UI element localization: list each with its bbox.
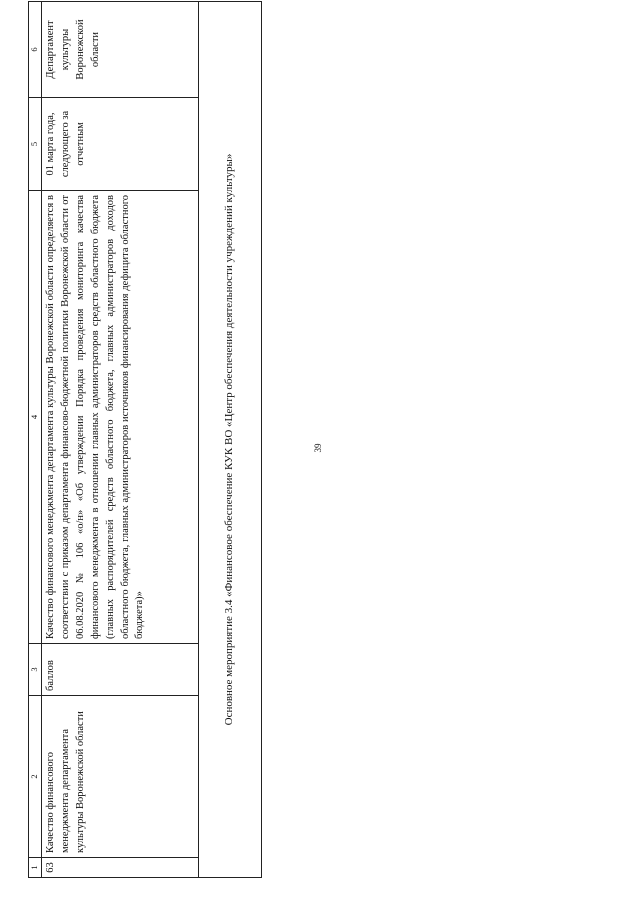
unit-of-measure: баллов <box>42 644 199 696</box>
table-row <box>42 2 199 878</box>
header-cell-2: 2 <box>29 696 42 858</box>
header-cell-1: 1 <box>29 858 42 878</box>
table-header-row <box>29 2 42 878</box>
reporting-term: 01 марта года, следующего за отчетным <box>42 98 199 191</box>
page-number: 39 <box>313 443 323 453</box>
row-number: 63 <box>42 858 199 878</box>
header-cell-6: 6 <box>29 2 42 98</box>
calculation-description: Качество финансового менеджмента департамента культуры Воронежской области определяется в соответствии с приказом департамента финансово-бюджетной политики Воронежской области от 06.08.2020 № 106 «о/н» «Об утверждении Порядка проведения мониторинга качества финансового менеджмента в отношении главных администраторов средств областного бюджета (главных распорядителей средств областного бюджета, главных администраторов доходов областного бюджета, главных администраторов источников финансирования дефицита областного бюджета)» <box>42 191 199 644</box>
rotated-table-container <box>28 2 281 878</box>
section-row <box>199 2 262 878</box>
header-cell-3: 3 <box>29 644 42 696</box>
indicator-table <box>28 1 262 878</box>
header-cell-5: 5 <box>29 98 42 191</box>
section-heading: Основное мероприятие 3.4 «Финансовое обеспечение КУК ВО «Центр обеспечения деятельности учреждений культуры» <box>199 2 262 878</box>
indicator-name: Качество финансового менеджмента департамента культуры Воронежской области <box>42 696 199 858</box>
responsible-body: Департамент культуры Воронежской области <box>42 2 199 98</box>
header-cell-4: 4 <box>29 191 42 644</box>
